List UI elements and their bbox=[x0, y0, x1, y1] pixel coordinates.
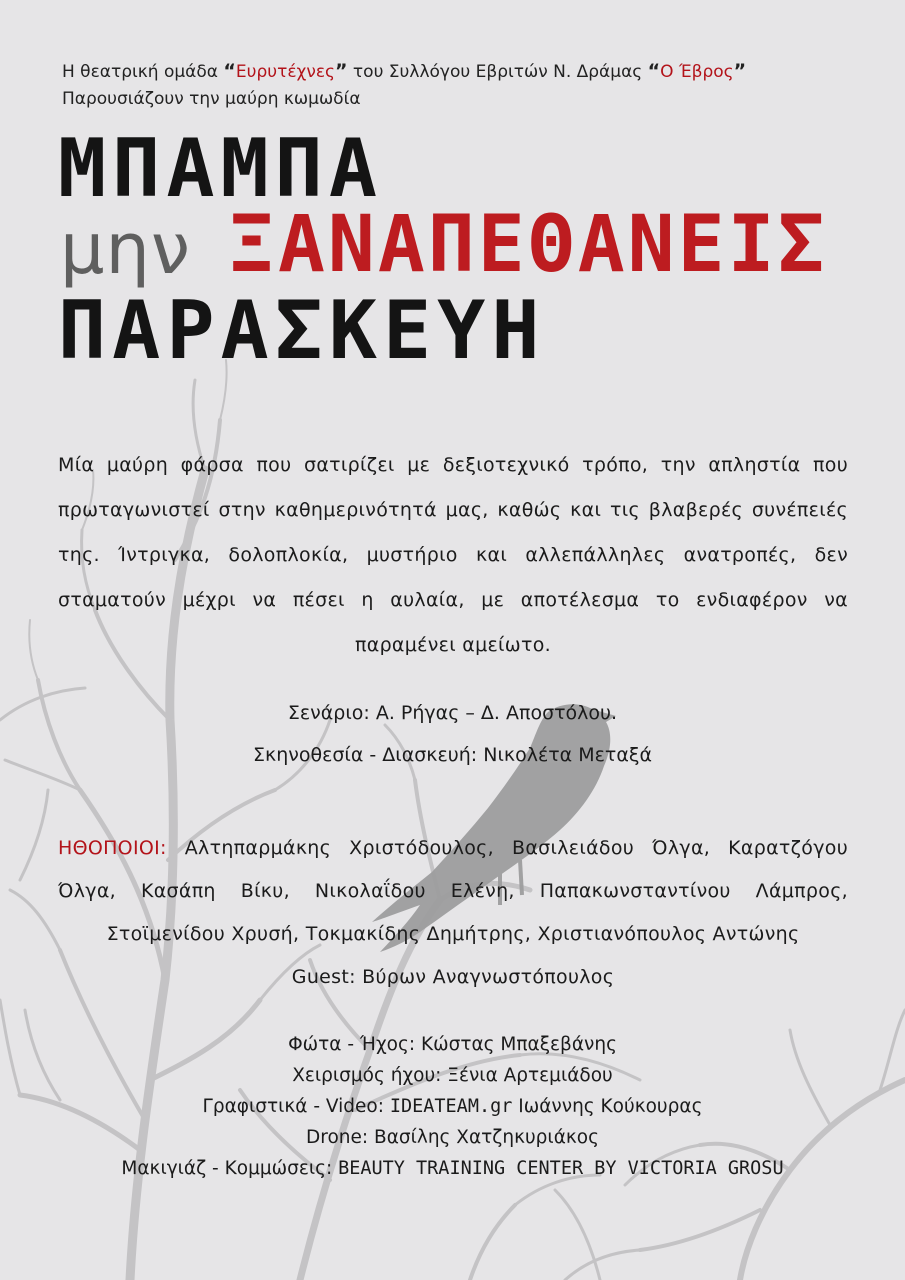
title-line-2-main: ΞΑΝΑΠΕΘΑΝΕΙΣ bbox=[228, 200, 828, 290]
group-name: Ευρυτέχνες bbox=[235, 62, 336, 82]
makeup-label: Μακιγιάζ - Κομμώσεις: bbox=[121, 1158, 339, 1179]
intro-line-2: Παρουσιάζουν την μαύρη κωμωδία bbox=[62, 89, 361, 109]
club-name: Ο Έβρος bbox=[660, 62, 734, 82]
lights-sound-credit: Φώτα - Ήχος: Κώστας Μπαξεβάνης bbox=[288, 1034, 617, 1055]
intro-text bbox=[62, 58, 746, 113]
drone-credit: Drone: Βασίλης Χατζηκυριάκος bbox=[306, 1127, 599, 1148]
technical-credits bbox=[0, 1029, 905, 1184]
close-quote: ” bbox=[335, 60, 348, 82]
graphics-company: IDEATEAM.gr bbox=[389, 1096, 513, 1117]
script-credit: Σενάριο: Α. Ρήγας – Δ. Αποστόλου. bbox=[287, 702, 618, 724]
intro-line-1-b: του Συλλόγου Εβριτών Ν. Δράμας bbox=[347, 62, 648, 82]
graphics-person: Ιωάννης Κούκουρας bbox=[512, 1096, 703, 1117]
intro-line-1-a: Η θεατρική ομάδα bbox=[62, 62, 224, 82]
close-quote-2: ” bbox=[733, 60, 747, 82]
title-line-1: ΜΠΑΜΠΑ bbox=[58, 122, 383, 215]
sound-operator-credit: Χειρισμός ήχου: Ξένια Αρτεμιάδου bbox=[292, 1065, 613, 1086]
makeup-company: BEAUTY TRAINING CENTER BY VICTORIA GROSU bbox=[338, 1158, 784, 1179]
cast-names: Αλτηπαρμάκης Χριστόδουλος, Βασιλειάδου Όλγα, Καρατζόγου Όλγα, Κασάπη Βίκυ, Νικολαΐδου Ελένη, Παπακωνσταντίνου Λάμπρος, Στοϊμενίδου Χρυσή, Τοκμακίδης Δημήτρης, Χριστιανόπουλος Αντώνης bbox=[58, 837, 848, 945]
description-paragraph: Μία μαύρη φάρσα που σατιρίζει με δεξιοτεχνικό τρόπο, την απληστία που πρωταγωνιστεί στην καθημερινότητά μας, καθώς και τις βλαβερές συνέπειές της. Ίντριγκα, δολοπλοκία, μυστήριο και αλλεπάλληλες ανατροπές, δεν σταματούν μέχρι να πέσει η αυλαία, με αποτέλεσμα το ενδιαφέρον να παραμένει αμείωτο. bbox=[58, 454, 848, 656]
cast-paragraph bbox=[58, 827, 848, 999]
graphics-label: Γραφιστικά - Video: bbox=[202, 1096, 390, 1117]
title-line-2-prefix: μην bbox=[60, 208, 192, 290]
cast-label: ΗΘΟΠΟΙΟΙ: bbox=[58, 837, 167, 859]
intro-line-1 bbox=[62, 58, 746, 86]
open-quote-2: “ bbox=[647, 60, 661, 82]
direction-credit: Σκηνοθεσία - Διασκευή: Νικολέτα Μεταξά bbox=[253, 744, 652, 766]
title-line-3: ΠΑΡΑΣΚΕΥΗ bbox=[58, 284, 546, 377]
guest-credit: Guest: Βύρων Αναγνωστόπουλος bbox=[291, 966, 615, 988]
makeup-credit bbox=[0, 1153, 905, 1184]
open-quote: “ bbox=[223, 60, 236, 82]
graphics-credit bbox=[0, 1091, 905, 1122]
